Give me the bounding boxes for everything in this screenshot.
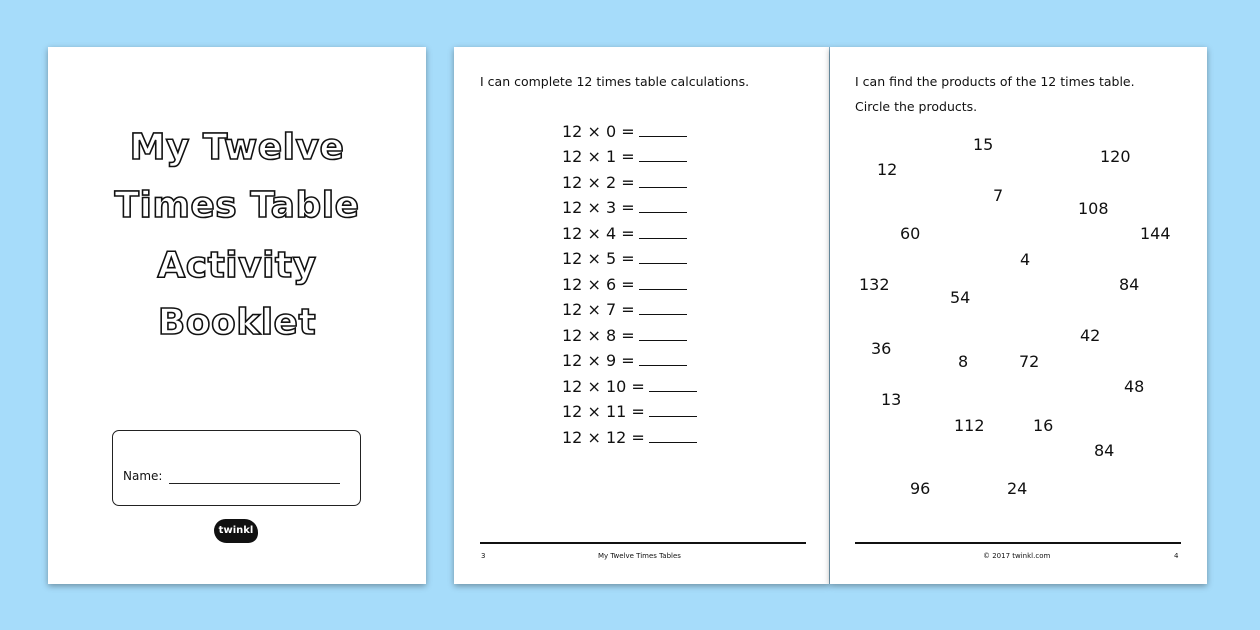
number-item: 12 bbox=[877, 160, 898, 179]
answer-blank bbox=[639, 198, 687, 213]
calc-row bbox=[562, 275, 687, 294]
cover-page bbox=[48, 47, 426, 584]
name-label: Name: bbox=[123, 469, 163, 483]
footer-copyright: © 2017 twinkl.com bbox=[983, 552, 1051, 560]
calc-row bbox=[562, 122, 687, 141]
number-item: 7 bbox=[993, 186, 1004, 205]
number-item: 72 bbox=[1019, 352, 1040, 371]
number-item: 84 bbox=[1119, 275, 1140, 294]
answer-blank bbox=[639, 122, 687, 137]
cover-title-line-2: Times Table bbox=[114, 185, 360, 226]
page3-heading: I can complete 12 times table calculations. bbox=[480, 74, 750, 89]
answer-blank bbox=[639, 147, 687, 162]
answer-blank bbox=[649, 428, 697, 443]
calc-row bbox=[562, 249, 687, 268]
calc-text: 12 × 7 = bbox=[562, 300, 635, 319]
cover-title-line-4: Booklet bbox=[157, 302, 317, 343]
footer-title: My Twelve Times Tables bbox=[598, 552, 681, 560]
number-item: 54 bbox=[950, 288, 971, 307]
cover-title-line-1: My Twelve bbox=[129, 127, 345, 168]
answer-blank bbox=[639, 249, 687, 264]
number-item: 48 bbox=[1124, 377, 1145, 396]
calc-row bbox=[562, 402, 697, 421]
footer-rule bbox=[855, 542, 1181, 544]
calc-text: 12 × 2 = bbox=[562, 173, 635, 192]
number-item: 36 bbox=[871, 339, 892, 358]
calc-row bbox=[562, 300, 687, 319]
number-item: 24 bbox=[1007, 479, 1028, 498]
answer-blank bbox=[639, 300, 687, 315]
number-item: 42 bbox=[1080, 326, 1101, 345]
calc-text: 12 × 11 = bbox=[562, 402, 645, 421]
number-item: 120 bbox=[1100, 147, 1131, 166]
calc-text: 12 × 4 = bbox=[562, 224, 635, 243]
number-item: 108 bbox=[1078, 199, 1109, 218]
answer-blank bbox=[639, 351, 687, 366]
products-page bbox=[830, 47, 1207, 584]
number-item: 112 bbox=[954, 416, 985, 435]
calculations-page bbox=[454, 47, 829, 584]
calc-row bbox=[562, 377, 697, 396]
number-item: 144 bbox=[1140, 224, 1171, 243]
calc-row bbox=[562, 198, 687, 217]
page4-instruction: Circle the products. bbox=[855, 99, 978, 114]
twinkl-logo: twinkl bbox=[214, 519, 258, 543]
calc-text: 12 × 6 = bbox=[562, 275, 635, 294]
calc-row bbox=[562, 428, 697, 447]
calc-row bbox=[562, 147, 687, 166]
number-item: 13 bbox=[881, 390, 902, 409]
page4-heading: I can find the products of the 12 times table. bbox=[855, 74, 1135, 89]
answer-blank bbox=[639, 275, 687, 290]
calc-text: 12 × 9 = bbox=[562, 351, 635, 370]
number-item: 96 bbox=[910, 479, 931, 498]
number-item: 15 bbox=[973, 135, 994, 154]
number-item: 16 bbox=[1033, 416, 1054, 435]
number-item: 8 bbox=[958, 352, 969, 371]
name-write-line bbox=[169, 483, 340, 484]
answer-blank bbox=[649, 377, 697, 392]
calc-text: 12 × 1 = bbox=[562, 147, 635, 166]
calc-row bbox=[562, 326, 687, 345]
calc-text: 12 × 5 = bbox=[562, 249, 635, 268]
calc-text: 12 × 10 = bbox=[562, 377, 645, 396]
calc-text: 12 × 0 = bbox=[562, 122, 635, 141]
answer-blank bbox=[639, 326, 687, 341]
calc-text: 12 × 12 = bbox=[562, 428, 645, 447]
answer-blank bbox=[649, 402, 697, 417]
footer-page-number: 4 bbox=[1174, 552, 1179, 560]
cover-title-line-3: Activity bbox=[157, 245, 317, 286]
name-box bbox=[112, 430, 361, 506]
answer-blank bbox=[639, 224, 687, 239]
footer-rule bbox=[480, 542, 806, 544]
calc-row bbox=[562, 224, 687, 243]
calc-row bbox=[562, 173, 687, 192]
number-item: 4 bbox=[1020, 250, 1031, 269]
answer-blank bbox=[639, 173, 687, 188]
number-item: 60 bbox=[900, 224, 921, 243]
footer-page-number: 3 bbox=[481, 552, 486, 560]
number-item: 84 bbox=[1094, 441, 1115, 460]
calc-row bbox=[562, 351, 687, 370]
calc-text: 12 × 8 = bbox=[562, 326, 635, 345]
number-item: 132 bbox=[859, 275, 890, 294]
calc-text: 12 × 3 = bbox=[562, 198, 635, 217]
